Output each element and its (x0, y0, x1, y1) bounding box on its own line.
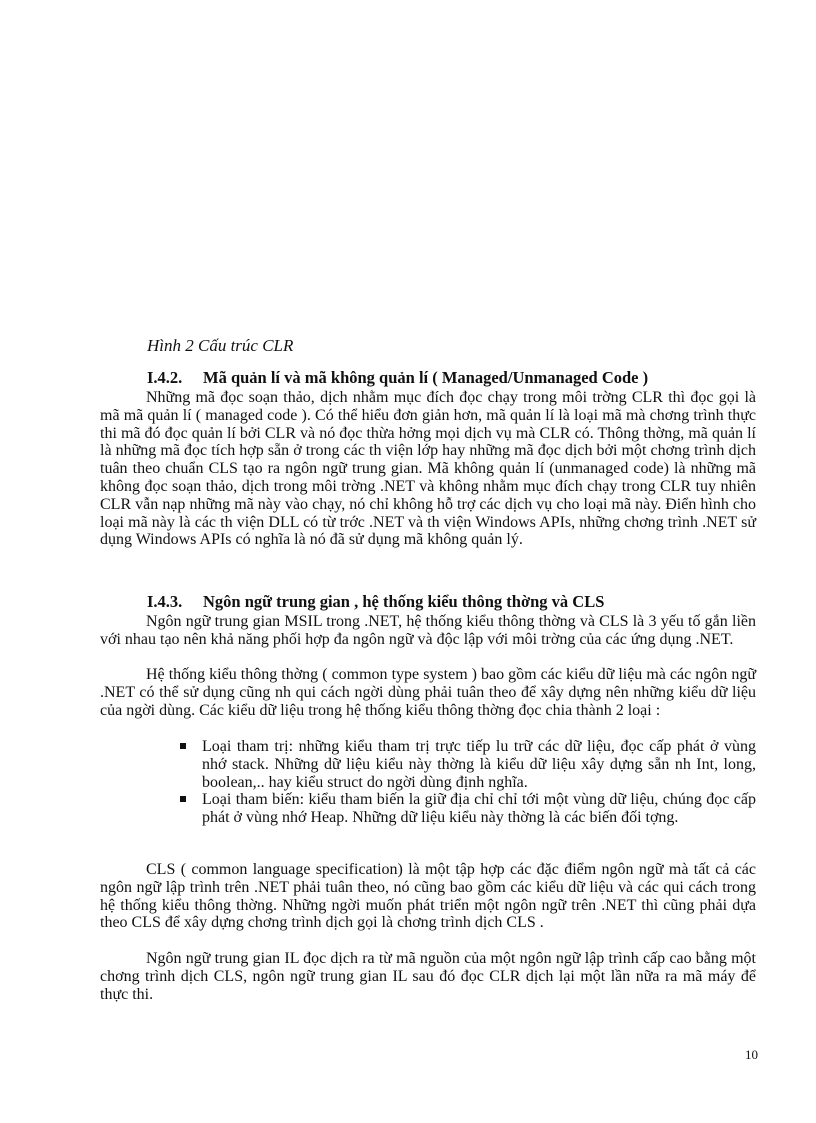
page-number: 10 (745, 1047, 758, 1062)
type-category-list (176, 738, 756, 827)
section-heading-4-2 (147, 368, 648, 388)
square-bullet-icon (180, 796, 186, 802)
paragraph-common-type-system: Hệ thống kiểu thông thờng ( common type system ) bao gồm các kiểu dữ liệu mà các ngôn ngữ .NET có thể sử dụng cũng nh qui cách ngời dùng phải tuân theo để xây dựng nên những kiểu dữ liệu của ngời dùng. Các kiểu dữ liệu trong hệ thống kiểu thông thờng đọc chia thành 2 loại : (100, 666, 756, 719)
paragraph-cls: CLS ( common language specification) là một tập hợp các đặc điểm ngôn ngữ mà tất cả các ngôn ngữ lập trình trên .NET phải tuân theo, nó cũng bao gồm các kiểu dữ liệu và các qui cách trong hệ thống kiểu thông thờng. Những ngời muốn phát triển một ngôn ngữ trên .NET thì cũng phải dựa theo CLS để xây dựng chơng trình dịch gọi là chơng trình dịch CLS . (100, 861, 756, 932)
section-number: I.4.2. (147, 368, 183, 387)
figure-caption: Hình 2 Cấu trúc CLR (147, 336, 294, 355)
list-item (176, 791, 756, 827)
paragraph-il: Ngôn ngữ trung gian IL đọc dịch ra từ mã nguồn của một ngôn ngữ lập trình cấp cao bằng một chơng trình dịch CLS, ngôn ngữ trung gian IL sau đó đọc CLR dịch lại một lần nữa ra mã máy để thực thi. (100, 950, 756, 1003)
section-number: I.4.3. (147, 592, 183, 611)
section-title: Mã quản lí và mã không quản lí ( Managed/Unmanaged Code ) (203, 368, 649, 387)
paragraph-managed-code: Những mã đọc soạn thảo, dịch nhằm mục đích đọc chạy trong môi trờng CLR thì đọc gọi là mã mã quản lí ( managed code ). Có thể hiểu đơn giản hơn, mã quản lí là loại mã mà chơng trình thực thi mã đó đọc quản lí bởi CLR và nó đọc thừa hởng mọi dịch vụ mà CLR có. Thông thờng, mã quản lí là những mã đọc tích hợp sẵn ở trong các th viện lớp hay những mã đọc dịch bởi một chơng trình dịch tuân theo chuẩn CLS tạo ra ngôn ngữ trung gian. Mã không quản lí (unmanaged code) là những mã không đọc soạn thảo, dịch trong môi trờng .NET và không nhằm mục đích chạy trong CLR tuy nhiên CLR vẫn nạp những mã này vào chạy, nó chỉ không hỗ trợ các dịch vụ cho loại mã này. Điển hình cho loại mã này là các th viện DLL có từ trớc .NET và th viện Windows APIs, những chơng trình .NET sử dụng Windows APIs có nghĩa là nó đã sử dụng mã không quản lý. (100, 389, 756, 549)
list-item-text: Loại tham biến: kiểu tham biến la giữ địa chỉ chỉ tới một vùng dữ liệu, chúng đọc cấp phát ở vùng nhớ Heap. Những dữ liệu kiểu này thờng là các biến đối tợng. (202, 791, 756, 827)
paragraph-msil: Ngôn ngữ trung gian MSIL trong .NET, hệ thống kiểu thông thờng và CLS là 3 yếu tố gắn liền với nhau tạo nên khả năng phối hợp đa ngôn ngữ và độc lập với môi trờng của các ứng dụng .NET. (100, 613, 756, 648)
square-bullet-icon (180, 743, 186, 749)
section-heading-4-3 (147, 592, 604, 612)
list-item-text: Loại tham trị: những kiểu tham trị trực tiếp lu trữ các dữ liệu, đọc cấp phát ở vùng nhớ stack. Những dữ liệu kiểu này thờng là kiểu dữ liệu xây dựng sẵn nh Int, long, boolean,.. hay kiểu struct do ngời dùng định nghĩa. (202, 738, 756, 791)
section-title: Ngôn ngữ trung gian , hệ thống kiểu thông thờng và CLS (203, 592, 605, 611)
list-item (176, 738, 756, 791)
